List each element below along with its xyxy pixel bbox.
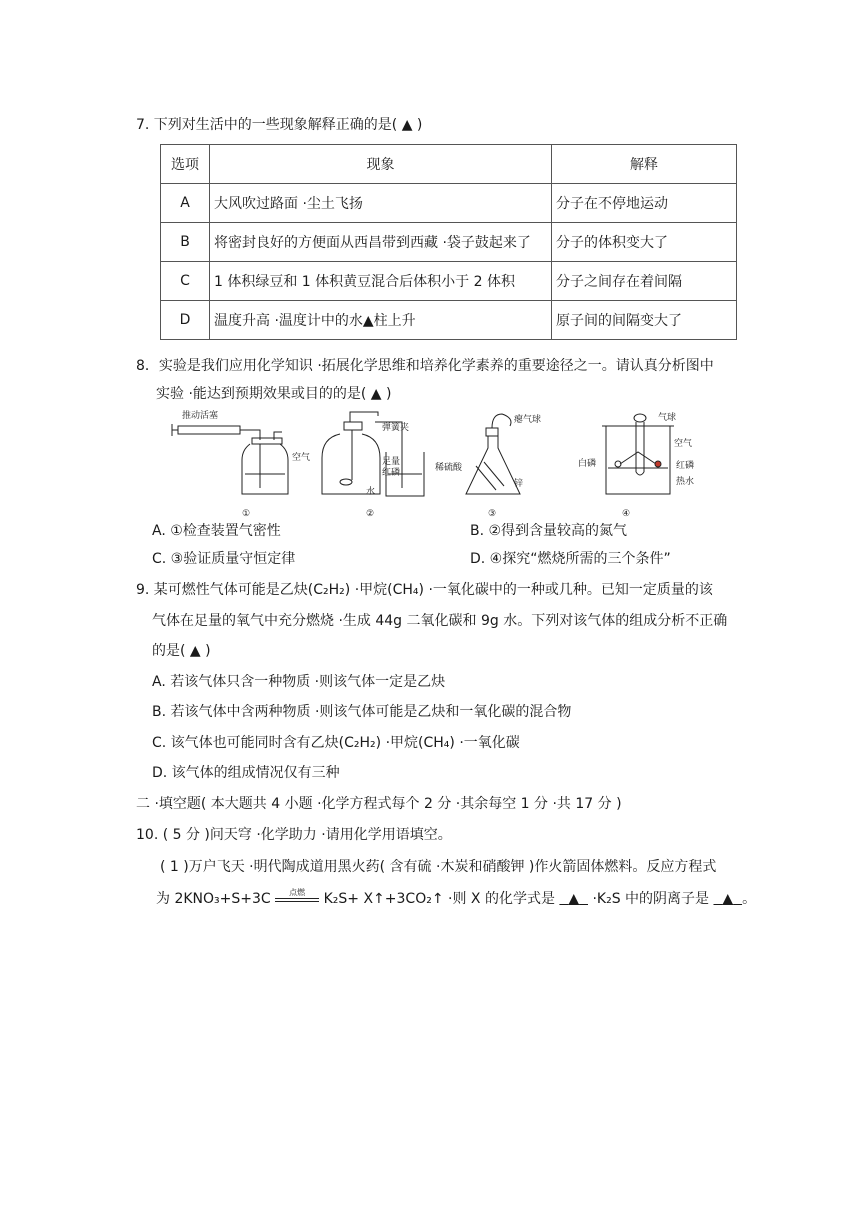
equation-products: K₂S+ X↑+3CO₂↑ ·则 X 的化学式是	[323, 891, 555, 907]
q10-stem: 10. ( 5 分 )问天穹 ·化学助力 ·请用化学用语填空。	[136, 827, 452, 843]
q9-option-c: C. 该气体也可能同时含有乙炔(C₂H₂) ·甲烷(CH₄) ·一氧化碳	[152, 735, 520, 751]
q8-stem-line1: 8．实验是我们应用化学知识 ·拓展化学思维和培养化学素养的重要途径之一。请认真分析图中	[136, 358, 714, 374]
q8-option-a: A. ①检查装置气密性	[152, 523, 281, 539]
q9-option-d: D. 该气体的组成情况仅有三种	[152, 765, 340, 781]
apparatus-3-conical-flask	[466, 414, 520, 494]
q10-part1-line1: ( 1 )万户飞天 ·明代陶成道用黑火药( 含有硫 ·木炭和硝酸钾 )作火箭固体燃料。反应方程式	[160, 859, 717, 875]
q8-option-b: B. ②得到含量较高的氮气	[470, 523, 628, 539]
label-air: 空气	[292, 453, 311, 463]
q9-option-a: A. 若该气体只含一种物质 ·则该气体一定是乙炔	[152, 674, 446, 690]
cell-explanation: 分子之间存在着间隔	[552, 262, 737, 301]
q8-experiment-figure	[170, 408, 710, 520]
cell-option: B	[161, 223, 210, 262]
equation-reactants: 为 2KNO₃+S+3C	[156, 891, 271, 907]
label-balloon: 气球	[658, 413, 677, 423]
label-num-1: ①	[242, 509, 251, 519]
label-spring-clip: 弹簧夹	[382, 423, 410, 433]
blank-marker: ▲	[722, 891, 734, 907]
section-2-heading: 二 ·填空题( 本大题共 4 小题 ·化学方程式每个 2 分 ·其余每空 1 分 ·共 17 分 )	[136, 796, 622, 812]
q10-part1-equation	[156, 889, 756, 909]
q7-stem: 7. 下列对生活中的一些现象解释正确的是( ▲ )	[136, 117, 423, 133]
header-explanation: 解释	[552, 145, 737, 184]
q9-line1: 9. 某可燃性气体可能是乙炔(C₂H₂) ·甲烷(CH₄) ·一氧化碳中的一种或几种。已知一定质量的该	[136, 582, 713, 598]
label-zinc: 锌	[514, 479, 524, 489]
cell-phenomenon: 温度升高 ·温度计中的水▲柱上升	[210, 301, 552, 340]
table-row	[161, 262, 737, 301]
cell-phenomenon: 1 体积绿豆和 1 体积黄豆混合后体积小于 2 体积	[210, 262, 552, 301]
label-white-p: 白磷	[578, 459, 597, 469]
q9-line2: 气体在足量的氧气中充分燃烧 ·生成 44g 二氧化碳和 9g 水。下列对该气体的组成分析不正确	[152, 613, 728, 629]
cell-explanation: 分子的体积变大了	[552, 223, 737, 262]
header-phenomenon: 现象	[210, 145, 552, 184]
table-header-row	[161, 145, 737, 184]
q9-option-b: B. 若该气体中含两种物质 ·则该气体可能是乙炔和一氧化碳的混合物	[152, 704, 572, 720]
label-push-piston: 推动活塞	[182, 411, 219, 421]
answer-blank-2[interactable]	[713, 889, 742, 909]
label-num-2: ②	[366, 509, 375, 519]
q9-line3: 的是( ▲ )	[152, 643, 211, 659]
label-hot-water: 热水	[676, 477, 695, 487]
apparatus-1-syringe-bottle	[172, 424, 288, 494]
q8-option-c: C. ③验证质量守恒定律	[152, 551, 296, 567]
cell-option: C	[161, 262, 210, 301]
equation-mid: ·K₂S 中的阴离子是	[588, 891, 710, 907]
cell-option: D	[161, 301, 210, 340]
label-acid: 稀硫酸	[435, 463, 463, 473]
reaction-arrow	[275, 889, 319, 909]
label-red-p: 红磷	[676, 461, 695, 471]
blank-marker: ▲	[568, 891, 580, 907]
q8-option-d: D. ④探究“燃烧所需的三个条件”	[470, 551, 671, 567]
cell-phenomenon: 大风吹过路面 ·尘土飞扬	[210, 184, 552, 223]
table-row	[161, 184, 737, 223]
q8-stem-line2: 实验 ·能达到预期效果或目的的是( ▲ )	[156, 386, 392, 402]
q7-table	[160, 144, 737, 340]
table-row	[161, 223, 737, 262]
answer-blank-1[interactable]	[559, 889, 588, 909]
cell-phenomenon: 将密封良好的方便面从西昌带到西藏 ·袋子鼓起来了	[210, 223, 552, 262]
label-red-p-2: 红磷	[382, 468, 401, 478]
equation-end: 。	[742, 891, 757, 907]
label-num-4: ④	[622, 509, 631, 519]
cell-explanation: 分子在不停地运动	[552, 184, 737, 223]
label-red-p-1: 足量	[382, 457, 401, 467]
cell-option: A	[161, 184, 210, 223]
label-air-2: 空气	[674, 439, 693, 449]
reaction-condition: 点燃	[289, 888, 306, 897]
label-water: 水	[366, 487, 376, 497]
cell-explanation: 原子间的间隔变大了	[552, 301, 737, 340]
apparatus-4-beaker-tube	[602, 414, 674, 494]
label-num-3: ③	[488, 509, 497, 519]
table-row	[161, 301, 737, 340]
label-deflated-balloon: 瘪气球	[514, 415, 542, 425]
header-option: 选项	[161, 145, 210, 184]
